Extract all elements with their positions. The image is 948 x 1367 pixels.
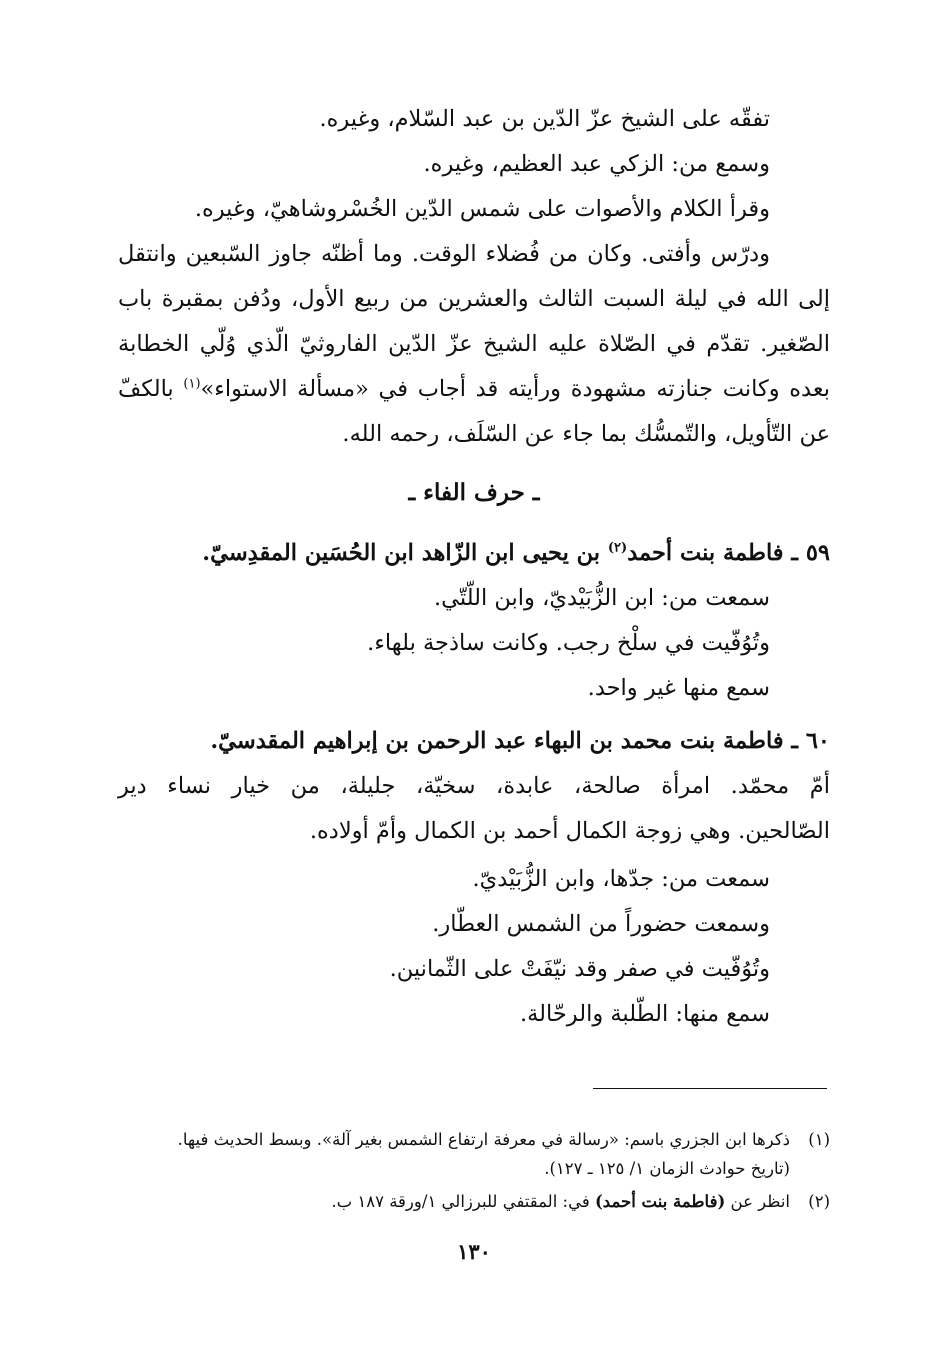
page-number: ١٣٠	[457, 1239, 491, 1264]
intro-line-6: الصّغير. تقدّم في الصّلاة عليه الشيخ عزّ الدّين الفاروثيّ الّذي وُلّي الخطابة	[118, 331, 830, 357]
footnote-1	[118, 1124, 830, 1156]
footnote-2-number: (٢)	[808, 1192, 830, 1211]
intro-line-7-end: بالكفّ	[118, 376, 184, 402]
entry-60-sub-line-1: سمعت من: جدّها، وابن الزُّبَيْديّ.	[472, 866, 770, 892]
footnote-ref-2: (٢)	[607, 540, 628, 556]
entry-59-line-2: وتُوُفّيت في سلْخ رجب. وكانت ساذجة بلهاء.	[367, 630, 770, 656]
entry-59-line-1: سمعت من: ابن الزُّبَيْديّ، وابن اللّتّي.	[434, 585, 770, 611]
footnote-1-text: ذكرها ابن الجزري باسم: «رسالة في معرفة ارتفاع الشمس بغير آلة». وبسط الحديث فيها.	[177, 1130, 790, 1149]
intro-line-7	[118, 366, 830, 412]
entry-60-para-line-1: أمّ محمّد. امرأة صالحة، عابدة، سخيّة، جليلة، من خيار نساء دير	[118, 773, 830, 799]
entry-59-heading	[118, 530, 830, 576]
entry-60-sub-line-4: سمع منها: الطّلبة والرحّالة.	[519, 1001, 770, 1027]
intro-line-3: وقرأ الكلام والأصوات على شمس الدّين الخُسْروشاهيّ، وغيره.	[194, 196, 770, 222]
footnote-1-number: (١)	[808, 1130, 830, 1149]
intro-line-7-text: بعده وكانت جنازته مشهودة ورأيته قد أجاب في «مسألة الاستواء»	[200, 376, 830, 402]
intro-line-2: وسمع من: الزكي عبد العظيم، وغيره.	[423, 151, 770, 177]
footnote-1-continuation: (تاريخ حوادث الزمان ١/ ١٢٥ ـ ١٢٧).	[544, 1159, 790, 1178]
entry-60-heading: ٦٠ ـ فاطمة بنت محمد بن البهاء عبد الرحمن بن إبراهيم المقدسيّ.	[210, 728, 830, 754]
footnote-rule	[593, 1088, 827, 1089]
entry-59-line-3: سمع منها غير واحد.	[587, 675, 770, 701]
footnote-2-subject: (فاطمة بنت أحمد)	[594, 1192, 726, 1211]
footnote-2-prefix: انظر عن	[725, 1192, 790, 1211]
entry-59-lineage: بن يحيى ابن الزّاهد ابن الحُسَين المقدِسيّ.	[202, 540, 608, 566]
intro-line-4: ودرّس وأفتى. وكان من فُضلاء الوقت. وما أظنّه جاوز السّبعين وانتقل	[118, 241, 770, 267]
intro-line-1: تفقّه على الشيخ عزّ الدّين بن عبد السّلام، وغيره.	[319, 106, 770, 132]
footnote-2	[118, 1186, 830, 1218]
intro-line-8: عن التّأويل، والتّمسُّك بما جاء عن السّلَف، رحمه الله.	[342, 421, 830, 447]
footnote-ref-1: (١)	[183, 376, 201, 392]
section-heading: ـ حرف الفاء ـ	[408, 479, 540, 506]
entry-59-name: ٥٩ ـ فاطمة بنت أحمد	[627, 540, 830, 566]
entry-60-sub-line-2: وسمعت حضوراً من الشمس العطّار.	[432, 911, 770, 937]
intro-line-5: إلى الله في ليلة السبت الثالث والعشرين من ربيع الأول، ودُفن بمقبرة باب	[118, 286, 830, 312]
entry-60-para-line-2: الصّالحين. وهي زوجة الكمال أحمد بن الكمال وأمّ أولاده.	[309, 818, 830, 844]
footnote-2-source: في: المقتفي للبرزالي ١/ورقة ١٨٧ ب.	[331, 1192, 595, 1211]
entry-60-sub-line-3: وتُوُفّيت في صفر وقد نيّفَتْ على الثّمانين.	[389, 956, 770, 982]
